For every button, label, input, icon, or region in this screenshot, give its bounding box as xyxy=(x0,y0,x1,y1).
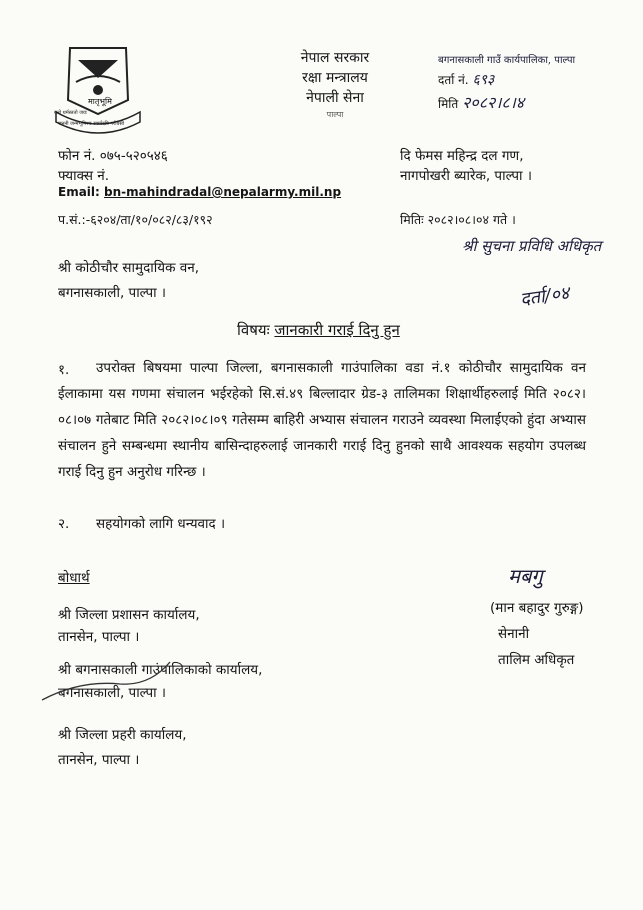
cc-item-1-line-1: श्री जिल्ला प्रशासन कार्यालय, xyxy=(58,607,200,623)
darta-label: दर्ता नं. xyxy=(438,73,469,87)
sender-location: नागपोखरी ब्यारेक, पाल्पा । xyxy=(400,168,532,184)
nepal-army-emblem xyxy=(48,40,148,135)
cc-item-2-line-1: श्री बगनासकाली गाउंपालिकाको कार्यालय, xyxy=(58,662,263,678)
sender-unit: दि फेमस महिन्द्र दल गण, xyxy=(400,148,524,164)
cc-heading: बोधार्थ xyxy=(58,570,90,586)
para-1-number: १. xyxy=(58,362,70,378)
letterhead-title xyxy=(276,48,394,122)
signatory-name: (मान बहादुर गुरुङ्ग) xyxy=(490,600,584,616)
phone: फोन नं. ०७५-५२०५४६ xyxy=(58,148,168,164)
email-label: Email: xyxy=(58,185,100,199)
cc-item-3-line-1: श्री जिल्ला प्रहरी कार्यालय, xyxy=(58,727,187,743)
emblem-motto: मातृभूमि xyxy=(88,97,112,106)
signatory-title: तालिम अधिकृत xyxy=(498,652,575,668)
emblem-small-text: यतो धर्मस्ततो जयः xyxy=(54,110,87,116)
para-2-text: सहयोगको लागि धन्यवाद । xyxy=(96,516,226,532)
email-line xyxy=(58,185,341,199)
para-2-number: २. xyxy=(58,516,70,532)
cc-item-1-line-2: तानसेन, पाल्पा । xyxy=(58,629,140,645)
signature: मबगु xyxy=(508,564,543,588)
emblem-ribbon-text: जननी जन्मभूमिश्च स्वर्गादपि गरीयसी xyxy=(58,121,125,127)
darta-number: ६९३ xyxy=(472,72,495,88)
cc-item-3-line-2: तानसेन, पाल्पा । xyxy=(58,752,140,768)
reference-number: प.सं.:-६२०४/ता/१०/०८२/८३/१९२ xyxy=(58,212,213,227)
handwritten-tick-mark xyxy=(40,660,180,710)
stamp-office: बगनासकाली गाउँ कार्यपालिका, पाल्पा xyxy=(438,55,576,66)
fax: फ्याक्स नं. xyxy=(58,168,110,184)
heading-small: पाल्पा xyxy=(326,110,344,119)
heading-line-3: नेपाली सेना xyxy=(306,90,364,106)
heading-line-2: रक्षा मन्त्रालय xyxy=(302,70,368,86)
recipient-line-2: बगनासकाली, पाल्पा । xyxy=(58,285,167,301)
para-1-text: उपरोक्त बिषयमा पाल्पा जिल्ला, बगनासकाली गाउंपालिका वडा नं.१ कोठीचौर सामुदायिक वन ईलाकामा यस गणमा संचालन भईरहेको सि.सं.४९ बिल्लादार ग्रेड-३ तालिमका शिक्षार्थीहरुलाई मिति २०८२।०८।०७ गतेबाट मिति २०८२।०८।०९ गतेसम्म बाहिरी अभ्यास संचालन गराउने व्यवस्था मिलाईएको हुंदा अभ्यास संचालन हुने सम्बन्धमा स्थानीय बासिन्दाहरुलाई जानकारी गराई दिनु हुनको साथै आवश्यक सहयोग उपलब्ध गराई दिनु हुन अनुरोध गरिन्छ । xyxy=(58,360,586,480)
heading-line-1: नेपाल सरकार xyxy=(300,50,370,66)
handwritten-note: श्री सुचना प्रविधि अधिकृत xyxy=(462,237,602,255)
letter-date: मितिः २०८२।०८।०४ गते । xyxy=(400,212,516,227)
cc-item-2-line-2: बगनासकाली, पाल्पा । xyxy=(58,685,167,701)
subject xyxy=(237,320,400,340)
received-stamp xyxy=(438,52,638,113)
subject-label: विषयः xyxy=(237,321,270,339)
signatory-rank: सेनानी xyxy=(498,626,530,642)
date-label: मिति xyxy=(438,97,459,111)
recipient-line-1: श्री कोठीचौर सामुदायिक वन, xyxy=(58,260,200,276)
handwritten-initials: दर्ता/०४ xyxy=(518,282,571,311)
email-address[interactable]: bn-mahindradal@nepalarmy.mil.np xyxy=(104,185,342,199)
subject-text: जानकारी गराई दिनु हुन xyxy=(274,321,400,339)
received-date: २०८२।८।४ xyxy=(462,93,525,112)
